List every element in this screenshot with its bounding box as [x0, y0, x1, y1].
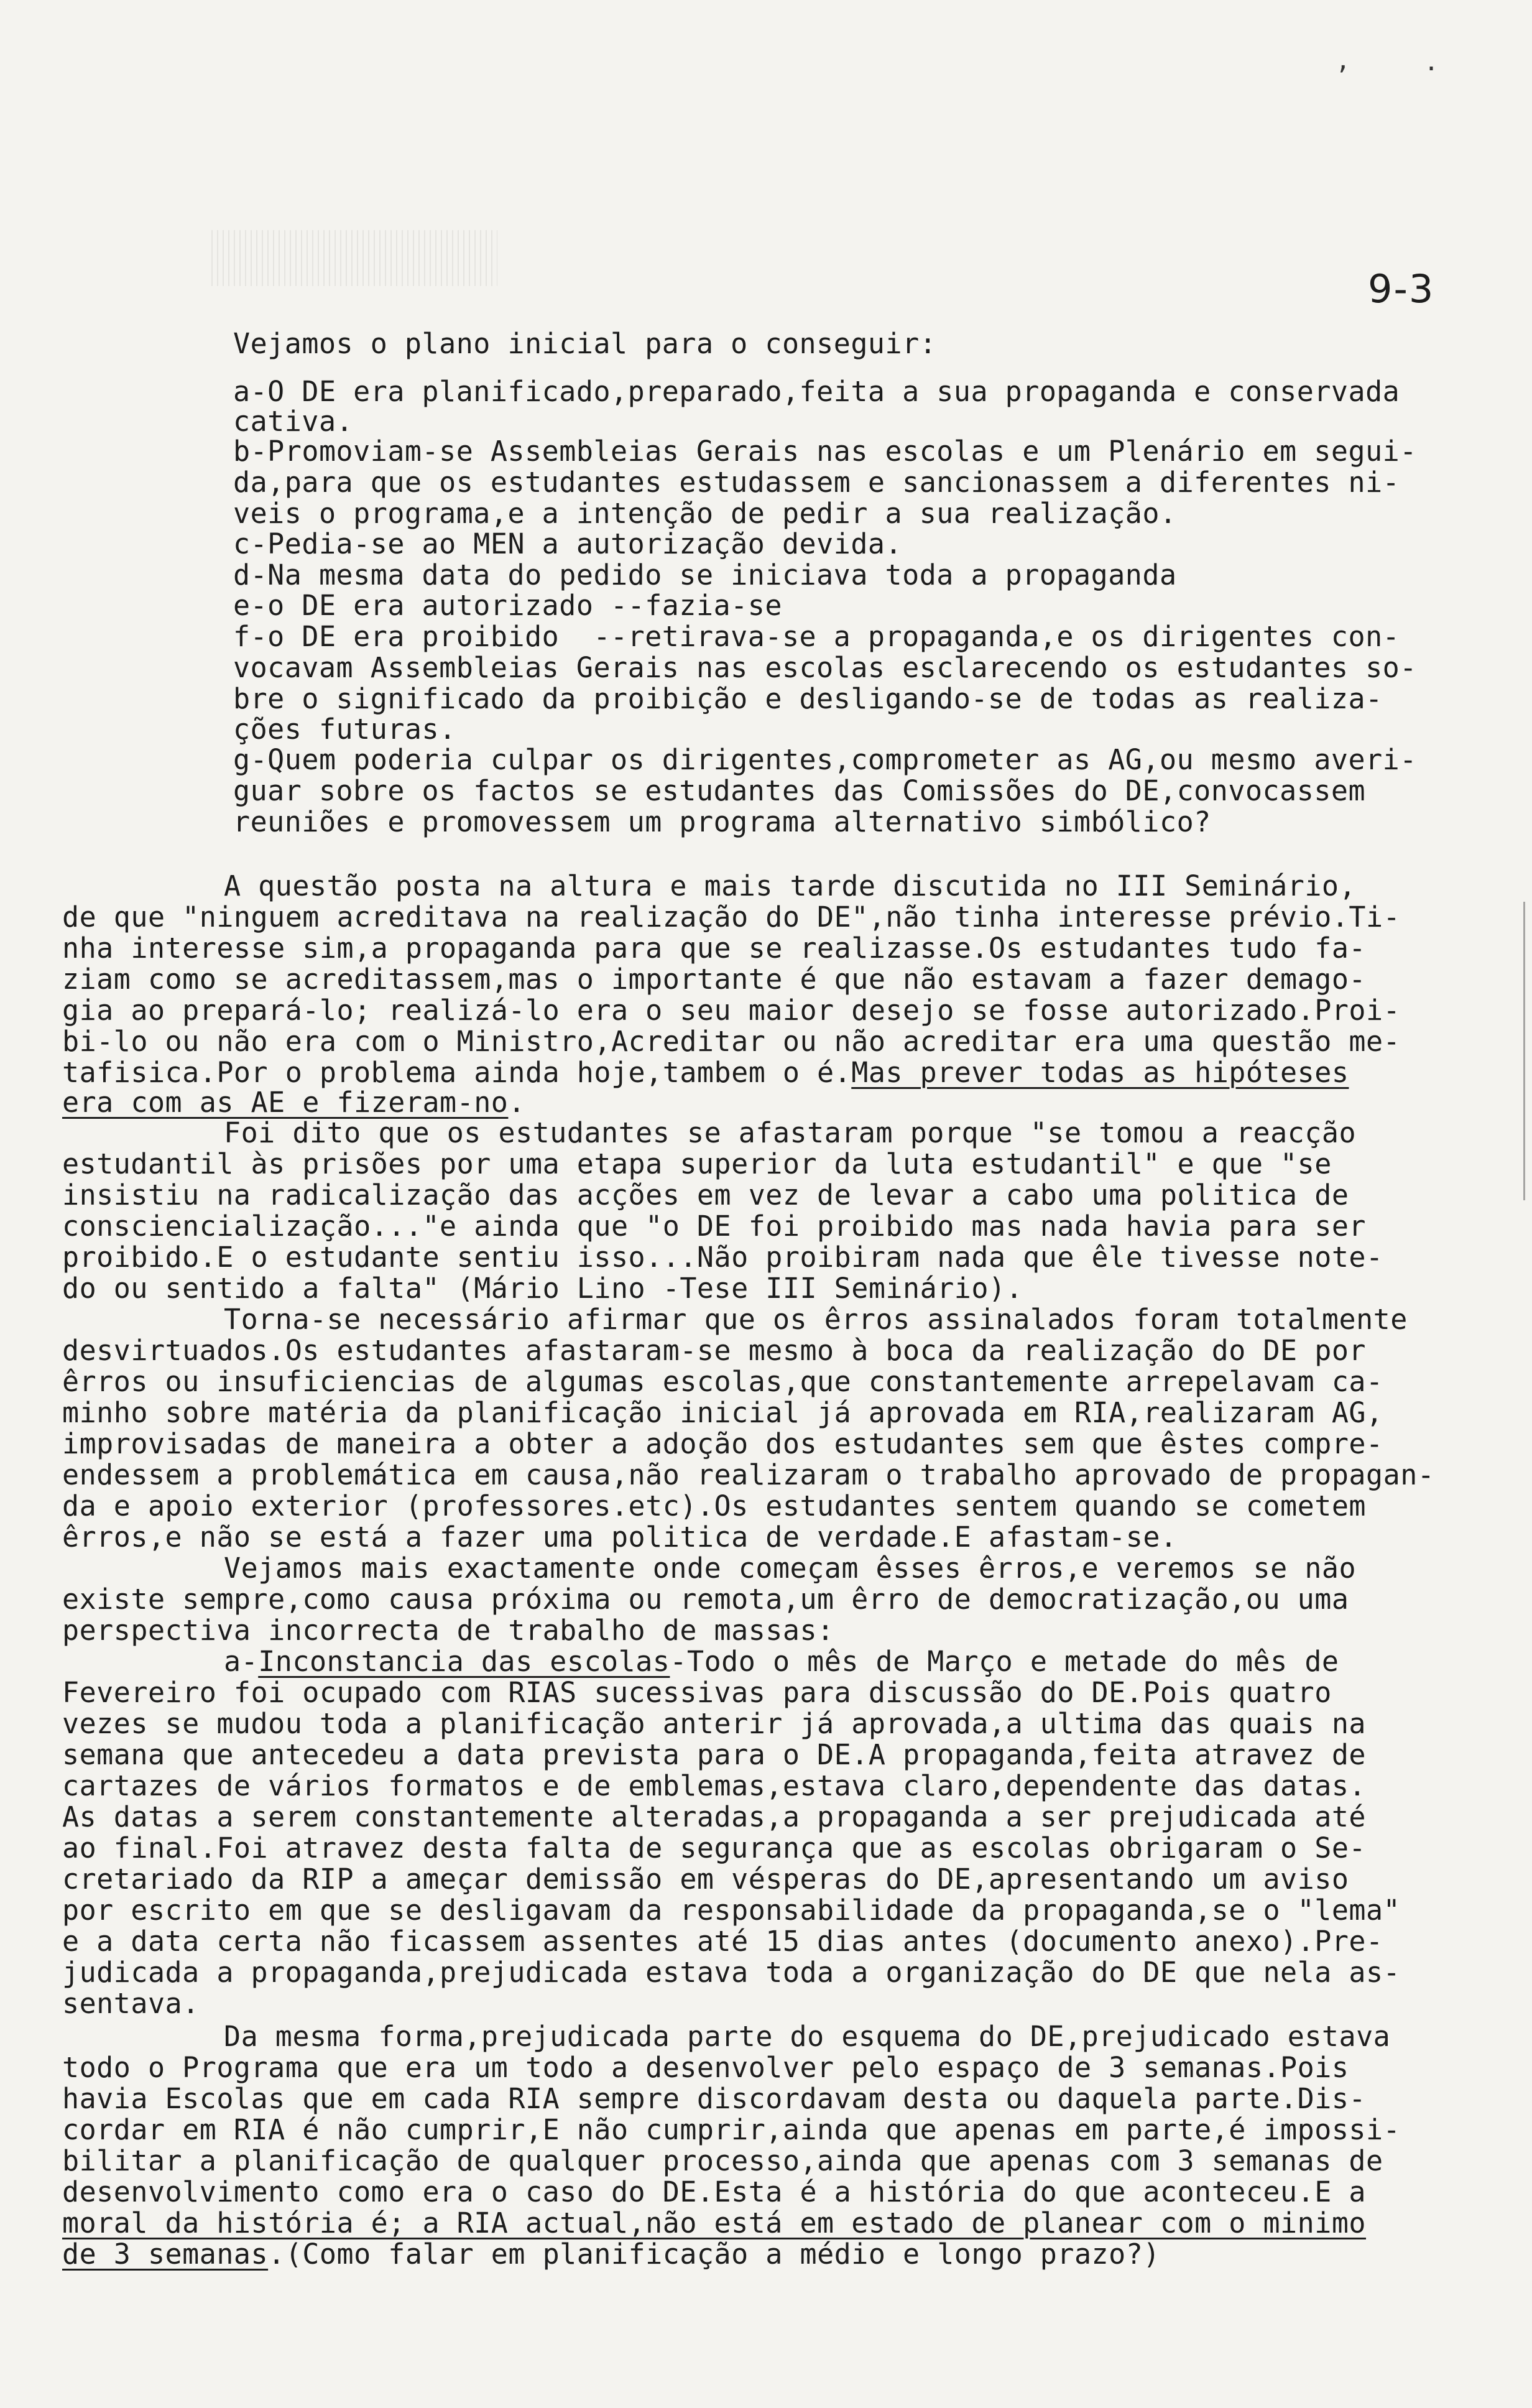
text-run: Vejamos o plano inicial para o conseguir:	[233, 327, 937, 360]
text-line	[62, 1521, 1178, 1554]
text-line	[233, 682, 1383, 716]
text-run: b-Promoviam-se Assembleias Gerais nas escolas e um Plenário em segui-	[233, 435, 1417, 468]
text-line	[62, 1179, 1349, 1212]
text-run: Torna-se necessário afirmar que os êrros assinalados foram totalmente	[224, 1303, 1408, 1336]
text-run: cartazes de vários formatos e de emblemas,estava claro,dependente das datas.	[62, 1769, 1367, 1802]
text-run: da e apoio exterior (professores.etc).Os estudantes sentem quando se cometem	[62, 1489, 1367, 1522]
text-run: veis o programa,e a intenção de pedir a sua realização.	[233, 497, 1177, 530]
text-run: A questão posta na altura e mais tarde discutida no III Seminário,	[224, 869, 1357, 902]
text-run: proibido.E o estudante sentiu isso...Não proibiram nada que êle tivesse note-	[62, 1241, 1383, 1274]
text-line	[62, 2207, 1366, 2240]
text-line	[62, 1241, 1383, 1274]
text-line	[62, 1583, 1349, 1616]
text-run: insistiu na radicalização das acções em vez de levar a cabo uma politica de	[62, 1179, 1349, 1211]
text-line	[233, 713, 456, 746]
text-run: cordar em RIA é não cumprir,E não cumprir,ainda que apenas em parte,é impossi-	[62, 2113, 1401, 2146]
scan-speck: ·	[1424, 55, 1439, 83]
text-run: por escrito em que se desligavam da responsabilidade da propaganda,se o "lema"	[62, 1894, 1401, 1927]
text-line	[224, 1116, 1356, 1150]
text-run: vezes se mudou toda a planificação anterir já aprovada,a ultima das quais na	[62, 1707, 1367, 1740]
text-line	[62, 994, 1400, 1027]
text-run: As datas a serem constantemente alteradas,a propaganda a ser prejudicada até	[62, 1800, 1367, 1833]
text-run: d-Na mesma data do pedido se iniciava toda a propaganda	[233, 558, 1177, 591]
text-run: reuniões e promovessem um programa alternativo simbólico?	[233, 805, 1211, 838]
text-line	[62, 1831, 1366, 1865]
text-run: judicada a propaganda,prejudicada estava toda a organização do DE que nela as-	[62, 1956, 1401, 1989]
text-run: êrros ou insuficiencias de algumas escolas,que constantemente arrepelavam ca-	[62, 1365, 1383, 1398]
text-line	[224, 869, 1356, 903]
text-run: Vejamos mais exactamente onde começam êsses êrros,e veremos se não	[224, 1552, 1357, 1585]
underlined-text: moral da história é; a RIA actual,não está em estado de planear com o minimo	[62, 2207, 1367, 2239]
text-line	[224, 1303, 1408, 1336]
text-run: do ou sentido a falta" (Mário Lino -Tese III Seminário).	[62, 1272, 1023, 1305]
text-line	[62, 1987, 200, 2021]
text-line	[233, 435, 1417, 468]
text-line	[62, 1147, 1332, 1181]
margin-mark	[1523, 902, 1525, 1200]
text-line	[233, 774, 1365, 808]
text-line	[62, 1925, 1383, 1958]
text-line	[62, 1614, 834, 1647]
text-prefix: a-	[224, 1645, 259, 1678]
text-run: Foi dito que os estudantes se afastaram porque "se tomou a reacção	[224, 1116, 1357, 1149]
text-run: -Todo o mês de Março e metade do mês de	[670, 1645, 1339, 1678]
scan-speck: ,	[1336, 47, 1351, 75]
text-run: .	[508, 1086, 525, 1119]
text-line	[62, 963, 1366, 996]
underlined-text: Inconstancia das escolas	[258, 1645, 670, 1678]
text-run: bre o significado da proibição e desligando-se de todas as realiza-	[233, 682, 1383, 715]
text-run: .(Como falar em planificação a médio e longo prazo?)	[268, 2238, 1160, 2271]
text-run: bi-lo ou não era com o Ministro,Acreditar ou não acreditar era uma questão me-	[62, 1025, 1401, 1058]
text-run: consciencialização..."e ainda que "o DE foi proibido mas nada havia para ser	[62, 1210, 1367, 1243]
text-line	[233, 497, 1177, 530]
text-run: tafisica.Por o problema ainda hoje,tambem o é.	[62, 1056, 852, 1089]
text-run: improvisadas de maneira a obter a adoção dos estudantes sem que êstes compre-	[62, 1427, 1383, 1460]
text-run: g-Quem poderia culpar os dirigentes,comprometer as AG,ou mesmo averi-	[233, 743, 1417, 776]
text-run: c-Pedia-se ao MEN a autorização devida.	[233, 527, 903, 560]
underlined-text: Mas prever todas as hipóteses	[851, 1056, 1349, 1089]
text-line	[62, 1365, 1383, 1399]
text-line	[62, 1025, 1400, 1058]
text-run: e a data certa não ficassem assentes até 15 dias antes (documento anexo).Pre-	[62, 1925, 1383, 1958]
text-run: guar sobre os factos se estudantes das Comissões do DE,convocassem	[233, 774, 1366, 807]
text-run: perspectiva incorrecta de trabalho de massas:	[62, 1614, 834, 1647]
text-run: estudantil às prisões por uma etapa superior da luta estudantil" e que "se	[62, 1147, 1332, 1180]
text-run: todo o Programa que era um todo a desenvolver pelo espaço de 3 semanas.Pois	[62, 2051, 1349, 2084]
text-run: da,para que os estudantes estudassem e sancionassem a diferentes ni-	[233, 466, 1400, 499]
text-line	[62, 2144, 1383, 2178]
text-line	[233, 558, 1177, 592]
text-line	[233, 527, 902, 561]
text-run: de que "ninguem acreditava na realização do DE",não tinha interesse prévio.Ti-	[62, 901, 1401, 933]
text-run: endessem a problemática em causa,não realizaram o trabalho aprovado de propagan-	[62, 1458, 1435, 1491]
text-line	[224, 1645, 1339, 1679]
text-run: havia Escolas que em cada RIA sempre discordavam desta ou daquela parte.Dis-	[62, 2082, 1367, 2115]
text-run: semana que antecedeu a data prevista para o DE.A propaganda,feita atravez de	[62, 1738, 1367, 1771]
text-run: cativa.	[233, 405, 354, 438]
text-run: sentava.	[62, 1987, 200, 2020]
text-line	[62, 932, 1366, 965]
text-line	[233, 620, 1400, 654]
text-line	[62, 1086, 525, 1119]
text-line	[233, 375, 1400, 409]
text-line	[62, 1800, 1366, 1834]
text-line	[62, 1210, 1366, 1243]
text-line	[62, 1334, 1366, 1368]
text-line	[62, 1272, 1023, 1305]
text-run: Da mesma forma,prejudicada parte do esquema do DE,prejudicado estava	[224, 2020, 1391, 2053]
text-line	[62, 1396, 1383, 1430]
text-run: Fevereiro foi ocupado com RIAS sucessivas para discussão do DE.Pois quatro	[62, 1676, 1332, 1709]
text-run: gia ao prepará-lo; realizá-lo era o seu maior desejo se fosse autorizado.Proi-	[62, 994, 1401, 1027]
text-line	[233, 589, 782, 623]
text-line	[62, 1056, 1349, 1090]
underlined-text: era com as AE e fizeram-no	[62, 1086, 509, 1119]
text-run: f-o DE era proibido --retirava-se a propaganda,e os dirigentes con-	[233, 620, 1400, 653]
text-run: a-O DE era planificado,preparado,feita a sua propaganda e conservada	[233, 375, 1400, 408]
text-line	[62, 1738, 1366, 1772]
text-run: desvirtuados.Os estudantes afastaram-se mesmo à boca da realização do DE por	[62, 1334, 1367, 1367]
text-line	[62, 1489, 1366, 1523]
text-line	[62, 1956, 1400, 1989]
text-run: nha interesse sim,a propaganda para que se realizasse.Os estudantes tudo fa-	[62, 932, 1367, 965]
text-run: ções futuras.	[233, 713, 456, 746]
text-line	[62, 1707, 1366, 1741]
text-line	[233, 651, 1417, 685]
text-line	[62, 2113, 1400, 2147]
page-number: 9-3	[1368, 266, 1435, 312]
text-line	[62, 1894, 1400, 1927]
text-run: e-o DE era autorizado --fazia-se	[233, 589, 782, 622]
text-line	[62, 1458, 1434, 1492]
text-line	[233, 327, 936, 361]
text-line	[62, 1676, 1332, 1710]
text-run: ao final.Foi atravez desta falta de segurança que as escolas obrigaram o Se-	[62, 1831, 1367, 1864]
text-run: minho sobre matéria da planificação inicial já aprovada em RIA,realizaram AG,	[62, 1396, 1383, 1429]
text-run: ziam como se acreditassem,mas o importante é que não estavam a fazer demago-	[62, 963, 1367, 996]
text-run: êrros,e não se está a fazer uma politica de verdade.E afastam-se.	[62, 1521, 1178, 1554]
text-line	[233, 405, 353, 438]
text-run: existe sempre,como causa próxima ou remota,um êrro de democratização,ou uma	[62, 1583, 1349, 1616]
text-run: bilitar a planificação de qualquer processo,ainda que apenas com 3 semanas de	[62, 2144, 1383, 2177]
text-line	[224, 2020, 1390, 2054]
text-line	[233, 466, 1400, 499]
text-run: desenvolvimento como era o caso do DE.Esta é a história do que aconteceu.E a	[62, 2175, 1367, 2208]
text-line	[62, 2082, 1366, 2116]
text-line	[62, 2051, 1349, 2085]
text-line	[62, 1769, 1366, 1803]
text-line	[62, 2175, 1366, 2209]
text-line	[62, 1863, 1349, 1896]
text-run: vocavam Assembleias Gerais nas escolas esclarecendo os estudantes so-	[233, 651, 1417, 684]
scan-noise	[211, 230, 497, 286]
text-line	[233, 743, 1417, 777]
text-line	[62, 2238, 1160, 2271]
text-line	[62, 1427, 1383, 1461]
text-line	[224, 1552, 1356, 1585]
text-run: cretariado da RIP a ameçar demissão em vésperas do DE,apresentando um aviso	[62, 1863, 1349, 1896]
underlined-text: de 3 semanas	[62, 2238, 269, 2271]
text-line	[62, 901, 1400, 934]
text-line	[233, 805, 1211, 839]
